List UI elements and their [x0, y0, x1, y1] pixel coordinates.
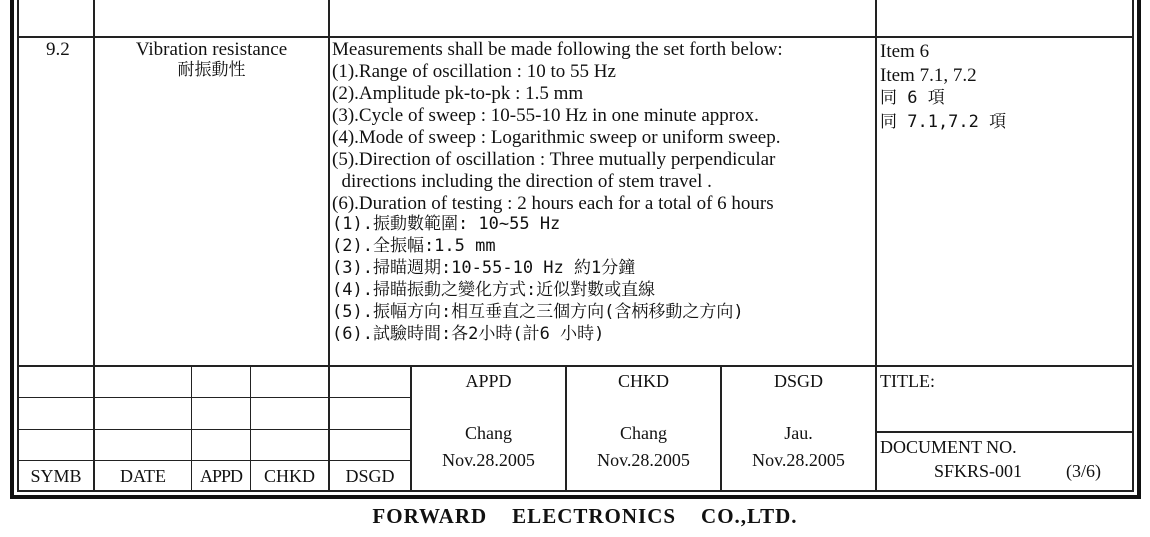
- rev-header-dsgd: DSGD: [345, 466, 395, 486]
- remark-line-zh: 同 6 項: [880, 88, 945, 108]
- title-block-divider: [877, 431, 1132, 433]
- requirements-list: [332, 40, 872, 360]
- rev-header-chkd: CHKD: [263, 466, 315, 486]
- requirement-line-zh: (1).振動數範圍: 10~55 Hz: [332, 214, 561, 234]
- row-divider-top: [19, 36, 1132, 38]
- row-divider-spec-bottom: [19, 365, 1132, 367]
- rev-row-line-3: [19, 460, 410, 461]
- requirement-line: (3).Cycle of sweep : 10-55-10 Hz in one minute approx.: [332, 105, 759, 126]
- remark-line: Item 7.1, 7.2: [880, 65, 977, 86]
- requirement-line: (5).Direction of oscillation : Three mutually perpendicular: [332, 149, 776, 170]
- rev-row-line-2: [19, 429, 410, 430]
- rev-header-appd: APPD: [199, 466, 243, 486]
- approval-role-chkd: CHKD: [617, 371, 669, 391]
- approval-name-chkd: Chang: [620, 423, 667, 443]
- col-divider-2: [328, 0, 330, 492]
- remarks-list: [880, 42, 1130, 142]
- company-name: FORWARD ELECTRONICS CO.,LTD.: [372, 504, 798, 528]
- approval-name-dsgd: Jau.: [784, 423, 813, 443]
- document-number: SFKRS-001: [934, 461, 1023, 481]
- approval-name-appd: Chang: [465, 423, 512, 443]
- requirement-line-zh: (2).全振幅:1.5 mm: [332, 236, 496, 256]
- remark-line: Item 6: [880, 41, 930, 62]
- requirement-line: (2).Amplitude pk-to-pk : 1.5 mm: [332, 83, 584, 104]
- requirement-line: directions including the direction of stem travel .: [332, 171, 712, 192]
- item-name-zh: 耐振動性: [177, 60, 246, 80]
- item-name-en: Vibration resistance: [135, 39, 288, 60]
- requirement-line: (1).Range of oscillation : 10 to 55 Hz: [332, 61, 616, 82]
- requirement-line-zh: (4).掃瞄振動之變化方式:近似對數或直線: [332, 280, 656, 300]
- page-indicator: (3/6): [1066, 461, 1101, 481]
- approval-date-chkd: Nov.28.2005: [597, 450, 690, 470]
- requirement-line-zh: (5).振幅方向:相互垂直之三個方向(含柄移動之方向): [332, 302, 744, 322]
- approval-role-appd: APPD: [465, 371, 512, 391]
- remark-line-zh: 同 7.1,7.2 項: [880, 112, 1007, 132]
- col-divider-3: [875, 0, 877, 492]
- rev-row-line-1: [19, 397, 410, 398]
- approval-role-dsgd: DSGD: [773, 371, 823, 391]
- approval-date-dsgd: Nov.28.2005: [752, 450, 845, 470]
- requirement-line: Measurements shall be made following the set forth below:: [332, 39, 783, 60]
- title-label: TITLE:: [880, 371, 935, 391]
- rev-header-date: DATE: [120, 466, 166, 486]
- requirement-line-zh: (6).試驗時間:各2小時(計6 小時): [332, 324, 605, 344]
- approval-date-appd: Nov.28.2005: [442, 450, 535, 470]
- item-number: 9.2: [46, 39, 70, 60]
- document-number-label: DOCUMENT NO.: [880, 437, 1017, 457]
- requirement-line: (6).Duration of testing : 2 hours each for a total of 6 hours: [332, 193, 774, 214]
- requirement-line: (4).Mode of sweep : Logarithmic sweep or uniform sweep.: [332, 127, 781, 148]
- rev-header-symb: SYMB: [30, 466, 82, 486]
- requirement-line-zh: (3).掃瞄週期:10-55-10 Hz 約1分鐘: [332, 258, 636, 278]
